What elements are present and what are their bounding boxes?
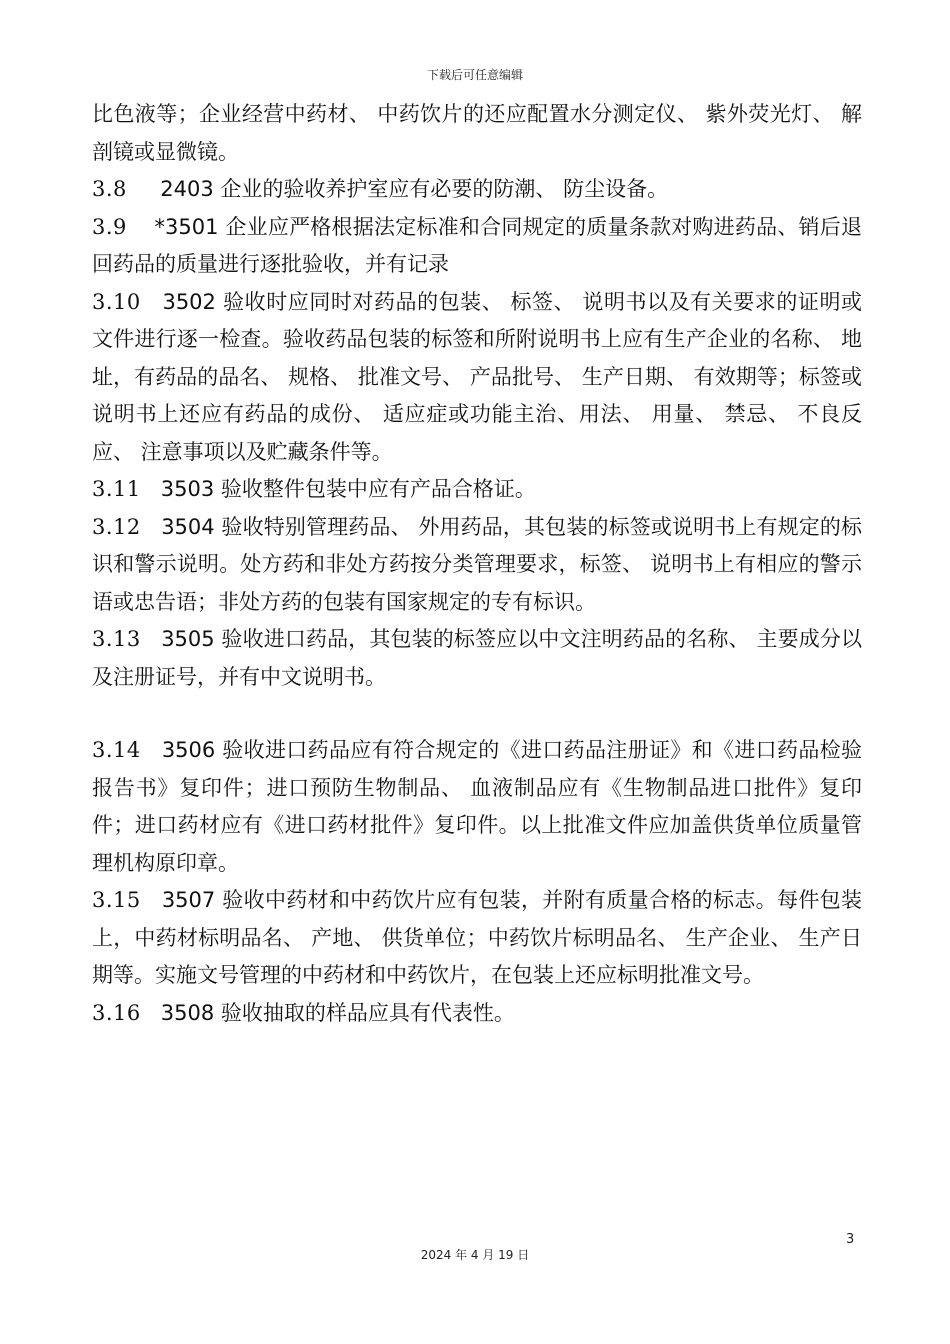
paragraph-3-9: [92, 209, 862, 284]
section-number: 3.12: [92, 514, 141, 539]
paragraph-text: 3505 验收进口药品，其包装的标签应以中文注明药品的名称、 主要成分以及注册证号，并有中文说明书。: [92, 627, 862, 689]
paragraph-gap: [92, 696, 862, 732]
footer-date: 2024 年 4 月 19 日: [420, 1248, 530, 1262]
paragraph-text: 3504 验收特别管理药品、 外用药品，其包装的标签或说明书上有规定的标识和警示说明。处方药和非处方药按分类管理要求，标签、 说明书上有相应的警示语或忠告语；非处方药的包装有国家规定的专有标识。: [92, 514, 862, 614]
section-number: 3.8: [92, 177, 127, 201]
paragraph-3-14: [92, 732, 862, 882]
paragraph-3-11: [92, 471, 862, 509]
section-number: 3.9: [92, 214, 127, 239]
paragraph-continuation: [92, 96, 862, 171]
paragraph-text: *3501 企业应严格根据法定标准和合同规定的质量条款对购进药品、销后退回药品的质量进行逐批验收，并有记录: [92, 214, 862, 276]
paragraph-3-8: [92, 171, 862, 209]
paragraph-text: 3507 验收中药材和中药饮片应有包装，并附有质量合格的标志。每件包装上，中药材标明品名、 产地、 供货单位；中药饮片标明品名、 生产企业、 生产日期等。实施文号管理的中药材和中药饮片，在包装上还应标明批准文号。: [92, 888, 862, 987]
section-number: 3.14: [92, 738, 141, 762]
paragraph-3-12: [92, 509, 862, 622]
paragraph-3-16: [92, 995, 862, 1033]
page-number: 3: [846, 1232, 855, 1247]
paragraph-text: 3503 验收整件包装中应有产品合格证。: [160, 477, 536, 501]
section-number: 3.16: [92, 1000, 141, 1025]
paragraph-text: 3506 验收进口药品应有符合规定的《进口药品注册证》和《进口药品检验报告书》复印件；进口预防生物制品、 血液制品应有《生物制品进口批件》复印件；进口药材应有《进口药材批件》复印件。以上批准文件应加盖供货单位质量管理机构原印章。: [92, 738, 862, 875]
page-header: 下载后可任意编辑: [426, 68, 523, 82]
section-number: 3.15: [92, 888, 141, 912]
document-body: [92, 96, 862, 1032]
paragraph-text: 3502 验收时应同时对药品的包装、 标签、 说明书以及有关要求的证明或文件进行逐一检查。验收药品包装的标签和所附说明书上应有生产企业的名称、 地址，有药品的品名、 规格、 批准文号、 产品批号、 生产日期、 有效期等；标签或说明书上还应有药品的成份、 适应症或功能主治、用法、 用量、 禁忌、 不良反应、 注意事项以及贮藏条件等。: [92, 289, 863, 464]
paragraph-3-15: [92, 882, 862, 995]
paragraph-3-13: [92, 621, 862, 696]
section-number: 3.10: [92, 289, 141, 314]
paragraph-text: 比色液等；企业经营中药材、 中药饮片的还应配置水分测定仪、 紫外荧光灯、 解剖镜或显微镜。: [92, 102, 862, 164]
paragraph-text: 3508 验收抽取的样品应具有代表性。: [160, 1000, 515, 1025]
paragraph-text: 2403 企业的验收养护室应有必要的防潮、 防尘设备。: [160, 177, 669, 201]
section-number: 3.11: [92, 477, 141, 501]
section-number: 3.13: [92, 627, 141, 651]
paragraph-3-10: [92, 284, 862, 472]
